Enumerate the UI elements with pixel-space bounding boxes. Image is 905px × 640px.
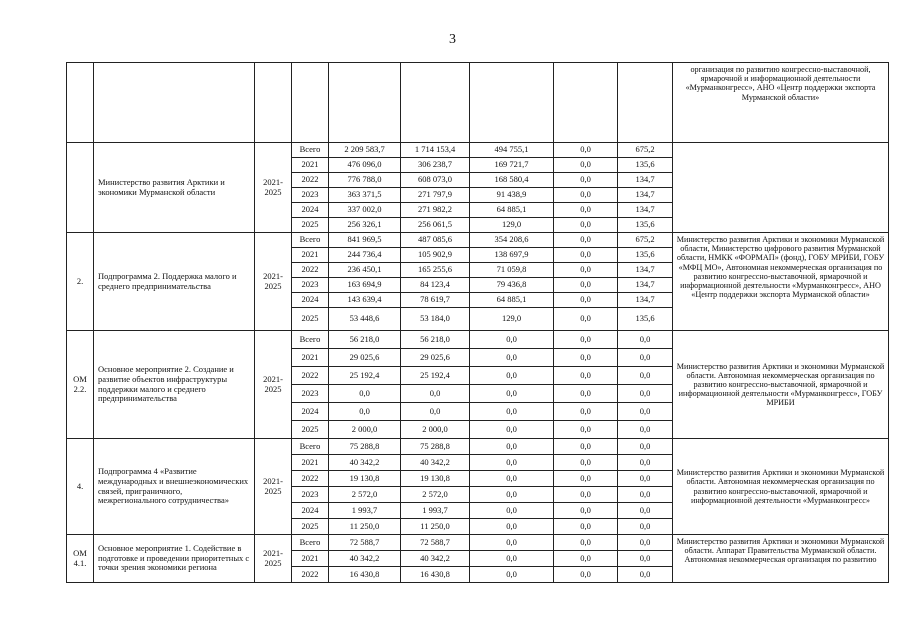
year-cell: 2022 xyxy=(292,173,329,188)
responsible-cell: Министерство развития Арктики и экономики Мурманской области. Автономная некоммерческая организация по развитию конгрессно-выставочной, ярмарочной и информационной деятельности «Мурманконгресс» xyxy=(673,439,889,535)
value-cell: 134,7 xyxy=(618,278,673,293)
number-cell: 2. xyxy=(67,233,94,331)
value-cell: 0,0 xyxy=(470,503,554,519)
value-cell: 29 025,6 xyxy=(401,349,470,367)
value-cell: 72 588,7 xyxy=(401,535,470,551)
total-cell: 40 342,2 xyxy=(329,551,401,567)
value-cell: 135,6 xyxy=(618,308,673,331)
period-cell: 2021-2025 xyxy=(255,143,292,233)
year-cell: Всего xyxy=(292,439,329,455)
year-cell: 2024 xyxy=(292,293,329,308)
total-cell: 16 430,8 xyxy=(329,567,401,583)
value-cell: 168 580,4 xyxy=(470,173,554,188)
year-cell: 2022 xyxy=(292,567,329,583)
value-cell: 0,0 xyxy=(470,421,554,439)
value-cell: 0,0 xyxy=(554,385,618,403)
value-cell xyxy=(470,63,554,143)
value-cell: 91 438,9 xyxy=(470,188,554,203)
value-cell: 165 255,6 xyxy=(401,263,470,278)
responsible-cell: Министерство развития Арктики и экономики Мурманской области. Аппарат Правительства Мурманской области. Автономная некоммерческая организация по развитию xyxy=(673,535,889,583)
responsible-cell: Министерство развития Арктики и экономики Мурманской области, Министерство цифрового развития Мурманской области, НМКК «ФОРМАП» (фонд), ГОБУ МРИБИ, ГОБУ «МФЦ МО», Автономная некоммерческая организация по развитию конгрессно-выставочной, ярмарочной и информационной деятельности «Мурманконгресс», АНО «Центр поддержки экспорта Мурманской области» xyxy=(673,233,889,331)
year-cell: 2021 xyxy=(292,455,329,471)
total-cell xyxy=(329,63,401,143)
value-cell: 134,7 xyxy=(618,263,673,278)
value-cell: 11 250,0 xyxy=(401,519,470,535)
value-cell: 0,0 xyxy=(470,551,554,567)
value-cell: 0,0 xyxy=(554,278,618,293)
table-row xyxy=(67,535,889,551)
total-cell: 56 218,0 xyxy=(329,331,401,349)
value-cell: 53 184,0 xyxy=(401,308,470,331)
value-cell: 675,2 xyxy=(618,233,673,248)
value-cell: 56 218,0 xyxy=(401,331,470,349)
total-cell: 2 572,0 xyxy=(329,487,401,503)
total-cell: 163 694,9 xyxy=(329,278,401,293)
total-cell: 0,0 xyxy=(329,385,401,403)
total-cell: 72 588,7 xyxy=(329,535,401,551)
total-cell: 244 736,4 xyxy=(329,248,401,263)
value-cell: 64 885,1 xyxy=(470,293,554,308)
name-cell xyxy=(94,63,255,143)
year-cell: 2023 xyxy=(292,385,329,403)
year-cell: 2022 xyxy=(292,263,329,278)
value-cell xyxy=(401,63,470,143)
year-cell: 2025 xyxy=(292,421,329,439)
value-cell: 0,0 xyxy=(554,439,618,455)
value-cell: 0,0 xyxy=(470,487,554,503)
year-cell: 2024 xyxy=(292,403,329,421)
value-cell: 79 436,8 xyxy=(470,278,554,293)
value-cell: 105 902,9 xyxy=(401,248,470,263)
total-cell: 11 250,0 xyxy=(329,519,401,535)
table-row xyxy=(67,439,889,455)
value-cell: 135,6 xyxy=(618,248,673,263)
year-cell: Всего xyxy=(292,233,329,248)
total-cell: 2 000,0 xyxy=(329,421,401,439)
value-cell: 0,0 xyxy=(554,158,618,173)
value-cell: 0,0 xyxy=(618,455,673,471)
value-cell: 2 000,0 xyxy=(401,421,470,439)
value-cell: 78 619,7 xyxy=(401,293,470,308)
year-cell: 2023 xyxy=(292,278,329,293)
value-cell: 0,0 xyxy=(401,403,470,421)
value-cell: 0,0 xyxy=(554,567,618,583)
value-cell: 0,0 xyxy=(470,331,554,349)
year-cell: 2021 xyxy=(292,158,329,173)
total-cell: 776 788,0 xyxy=(329,173,401,188)
value-cell: 0,0 xyxy=(618,421,673,439)
value-cell: 0,0 xyxy=(554,535,618,551)
value-cell: 0,0 xyxy=(554,487,618,503)
value-cell: 138 697,9 xyxy=(470,248,554,263)
budget-table xyxy=(66,62,889,583)
year-cell: 2024 xyxy=(292,503,329,519)
year-cell: 2025 xyxy=(292,308,329,331)
value-cell: 0,0 xyxy=(554,188,618,203)
period-cell: 2021-2025 xyxy=(255,331,292,439)
number-cell: ОМ 4.1. xyxy=(67,535,94,583)
value-cell: 0,0 xyxy=(618,439,673,455)
value-cell: 84 123,4 xyxy=(401,278,470,293)
total-cell: 1 993,7 xyxy=(329,503,401,519)
total-cell: 0,0 xyxy=(329,403,401,421)
value-cell: 0,0 xyxy=(470,535,554,551)
value-cell: 354 208,6 xyxy=(470,233,554,248)
value-cell: 25 192,4 xyxy=(401,367,470,385)
value-cell: 135,6 xyxy=(618,218,673,233)
value-cell: 0,0 xyxy=(618,367,673,385)
value-cell: 0,0 xyxy=(618,349,673,367)
value-cell: 135,6 xyxy=(618,158,673,173)
value-cell: 494 755,1 xyxy=(470,143,554,158)
value-cell: 0,0 xyxy=(554,455,618,471)
value-cell: 0,0 xyxy=(554,263,618,278)
value-cell: 129,0 xyxy=(470,308,554,331)
year-cell: 2025 xyxy=(292,218,329,233)
value-cell: 306 238,7 xyxy=(401,158,470,173)
year-cell: 2022 xyxy=(292,367,329,385)
value-cell: 0,0 xyxy=(618,487,673,503)
name-cell: Основное мероприятие 1. Содействие в подготовке и проведении приоритетных с точки зрения экономики региона xyxy=(94,535,255,583)
total-cell: 40 342,2 xyxy=(329,455,401,471)
number-cell xyxy=(67,143,94,233)
total-cell: 2 209 583,7 xyxy=(329,143,401,158)
table-row xyxy=(67,233,889,248)
value-cell: 0,0 xyxy=(554,503,618,519)
value-cell: 0,0 xyxy=(554,367,618,385)
value-cell: 129,0 xyxy=(470,218,554,233)
value-cell: 0,0 xyxy=(554,551,618,567)
value-cell: 271 797,9 xyxy=(401,188,470,203)
total-cell: 363 371,5 xyxy=(329,188,401,203)
name-cell: Подпрограмма 2. Поддержка малого и среднего предпринимательства xyxy=(94,233,255,331)
total-cell: 256 326,1 xyxy=(329,218,401,233)
value-cell: 169 721,7 xyxy=(470,158,554,173)
total-cell: 19 130,8 xyxy=(329,471,401,487)
value-cell: 0,0 xyxy=(618,403,673,421)
total-cell: 75 288,8 xyxy=(329,439,401,455)
year-cell: 2023 xyxy=(292,487,329,503)
year-cell: 2021 xyxy=(292,248,329,263)
responsible-cell: Министерство развития Арктики и экономики Мурманской области. Автономная некоммерческая организация по развитию конгрессно-выставочной, ярмарочной и информационной деятельности «Мурманконгресс», ГОБУ МРИБИ xyxy=(673,331,889,439)
value-cell: 0,0 xyxy=(554,248,618,263)
value-cell: 0,0 xyxy=(618,471,673,487)
total-cell: 29 025,6 xyxy=(329,349,401,367)
responsible-cell xyxy=(673,143,889,233)
name-cell: Министерство развития Арктики и экономики Мурманской области xyxy=(94,143,255,233)
value-cell: 0,0 xyxy=(470,519,554,535)
value-cell: 0,0 xyxy=(554,421,618,439)
total-cell: 841 969,5 xyxy=(329,233,401,248)
total-cell: 236 450,1 xyxy=(329,263,401,278)
total-cell: 143 639,4 xyxy=(329,293,401,308)
value-cell: 256 061,5 xyxy=(401,218,470,233)
value-cell: 0,0 xyxy=(618,535,673,551)
value-cell: 0,0 xyxy=(554,471,618,487)
year-cell: 2024 xyxy=(292,203,329,218)
period-cell: 2021-2025 xyxy=(255,535,292,583)
value-cell: 40 342,2 xyxy=(401,551,470,567)
value-cell: 0,0 xyxy=(470,471,554,487)
year-cell xyxy=(292,63,329,143)
value-cell: 0,0 xyxy=(554,308,618,331)
value-cell: 0,0 xyxy=(470,349,554,367)
value-cell: 0,0 xyxy=(554,519,618,535)
year-cell: Всего xyxy=(292,535,329,551)
table-row xyxy=(67,143,889,158)
table-body xyxy=(67,63,889,583)
period-cell: 2021-2025 xyxy=(255,439,292,535)
period-cell xyxy=(255,63,292,143)
value-cell: 608 073,0 xyxy=(401,173,470,188)
page-number: 3 xyxy=(449,32,456,47)
value-cell: 0,0 xyxy=(554,143,618,158)
value-cell: 19 130,8 xyxy=(401,471,470,487)
total-cell: 476 096,0 xyxy=(329,158,401,173)
total-cell: 25 192,4 xyxy=(329,367,401,385)
value-cell: 0,0 xyxy=(470,403,554,421)
name-cell: Подпрограмма 4 «Развитие международных и внешнеэкономических связей, приграничного, межрегионального сотрудничества» xyxy=(94,439,255,535)
year-cell: 2023 xyxy=(292,188,329,203)
value-cell: 40 342,2 xyxy=(401,455,470,471)
year-cell: 2022 xyxy=(292,471,329,487)
responsible-cell: организация по развитию конгрессно-выставочной, ярмарочной и информационной деятельности «Мурманконгресс», АНО «Центр поддержки экспорта Мурманской области» xyxy=(673,63,889,143)
value-cell: 0,0 xyxy=(554,218,618,233)
number-cell: 4. xyxy=(67,439,94,535)
value-cell: 0,0 xyxy=(618,519,673,535)
value-cell: 0,0 xyxy=(618,551,673,567)
value-cell: 487 085,6 xyxy=(401,233,470,248)
value-cell: 271 982,2 xyxy=(401,203,470,218)
year-cell: 2021 xyxy=(292,551,329,567)
value-cell: 0,0 xyxy=(470,439,554,455)
value-cell: 1 993,7 xyxy=(401,503,470,519)
value-cell: 1 714 153,4 xyxy=(401,143,470,158)
value-cell: 0,0 xyxy=(470,367,554,385)
value-cell: 75 288,8 xyxy=(401,439,470,455)
value-cell: 0,0 xyxy=(618,567,673,583)
value-cell xyxy=(618,63,673,143)
value-cell: 675,2 xyxy=(618,143,673,158)
value-cell: 134,7 xyxy=(618,173,673,188)
year-cell: 2021 xyxy=(292,349,329,367)
number-cell xyxy=(67,63,94,143)
value-cell: 0,0 xyxy=(470,385,554,403)
value-cell: 64 885,1 xyxy=(470,203,554,218)
year-cell: Всего xyxy=(292,143,329,158)
value-cell: 0,0 xyxy=(401,385,470,403)
value-cell: 0,0 xyxy=(554,293,618,308)
name-cell: Основное мероприятие 2. Создание и развитие объектов инфраструктуры поддержки малого и среднего предпринимательства xyxy=(94,331,255,439)
value-cell: 16 430,8 xyxy=(401,567,470,583)
table-row xyxy=(67,63,889,143)
value-cell: 2 572,0 xyxy=(401,487,470,503)
value-cell: 0,0 xyxy=(554,203,618,218)
table-row xyxy=(67,331,889,349)
value-cell: 0,0 xyxy=(554,173,618,188)
value-cell: 0,0 xyxy=(470,455,554,471)
value-cell: 0,0 xyxy=(554,349,618,367)
value-cell: 0,0 xyxy=(554,403,618,421)
value-cell: 0,0 xyxy=(470,567,554,583)
value-cell: 0,0 xyxy=(554,233,618,248)
value-cell: 0,0 xyxy=(618,503,673,519)
number-cell: ОМ 2.2. xyxy=(67,331,94,439)
value-cell: 134,7 xyxy=(618,188,673,203)
value-cell: 0,0 xyxy=(618,331,673,349)
year-cell: Всего xyxy=(292,331,329,349)
period-cell: 2021-2025 xyxy=(255,233,292,331)
value-cell: 71 059,8 xyxy=(470,263,554,278)
value-cell: 0,0 xyxy=(618,385,673,403)
value-cell xyxy=(554,63,618,143)
value-cell: 134,7 xyxy=(618,293,673,308)
year-cell: 2025 xyxy=(292,519,329,535)
value-cell: 134,7 xyxy=(618,203,673,218)
value-cell: 0,0 xyxy=(554,331,618,349)
total-cell: 53 448,6 xyxy=(329,308,401,331)
total-cell: 337 002,0 xyxy=(329,203,401,218)
